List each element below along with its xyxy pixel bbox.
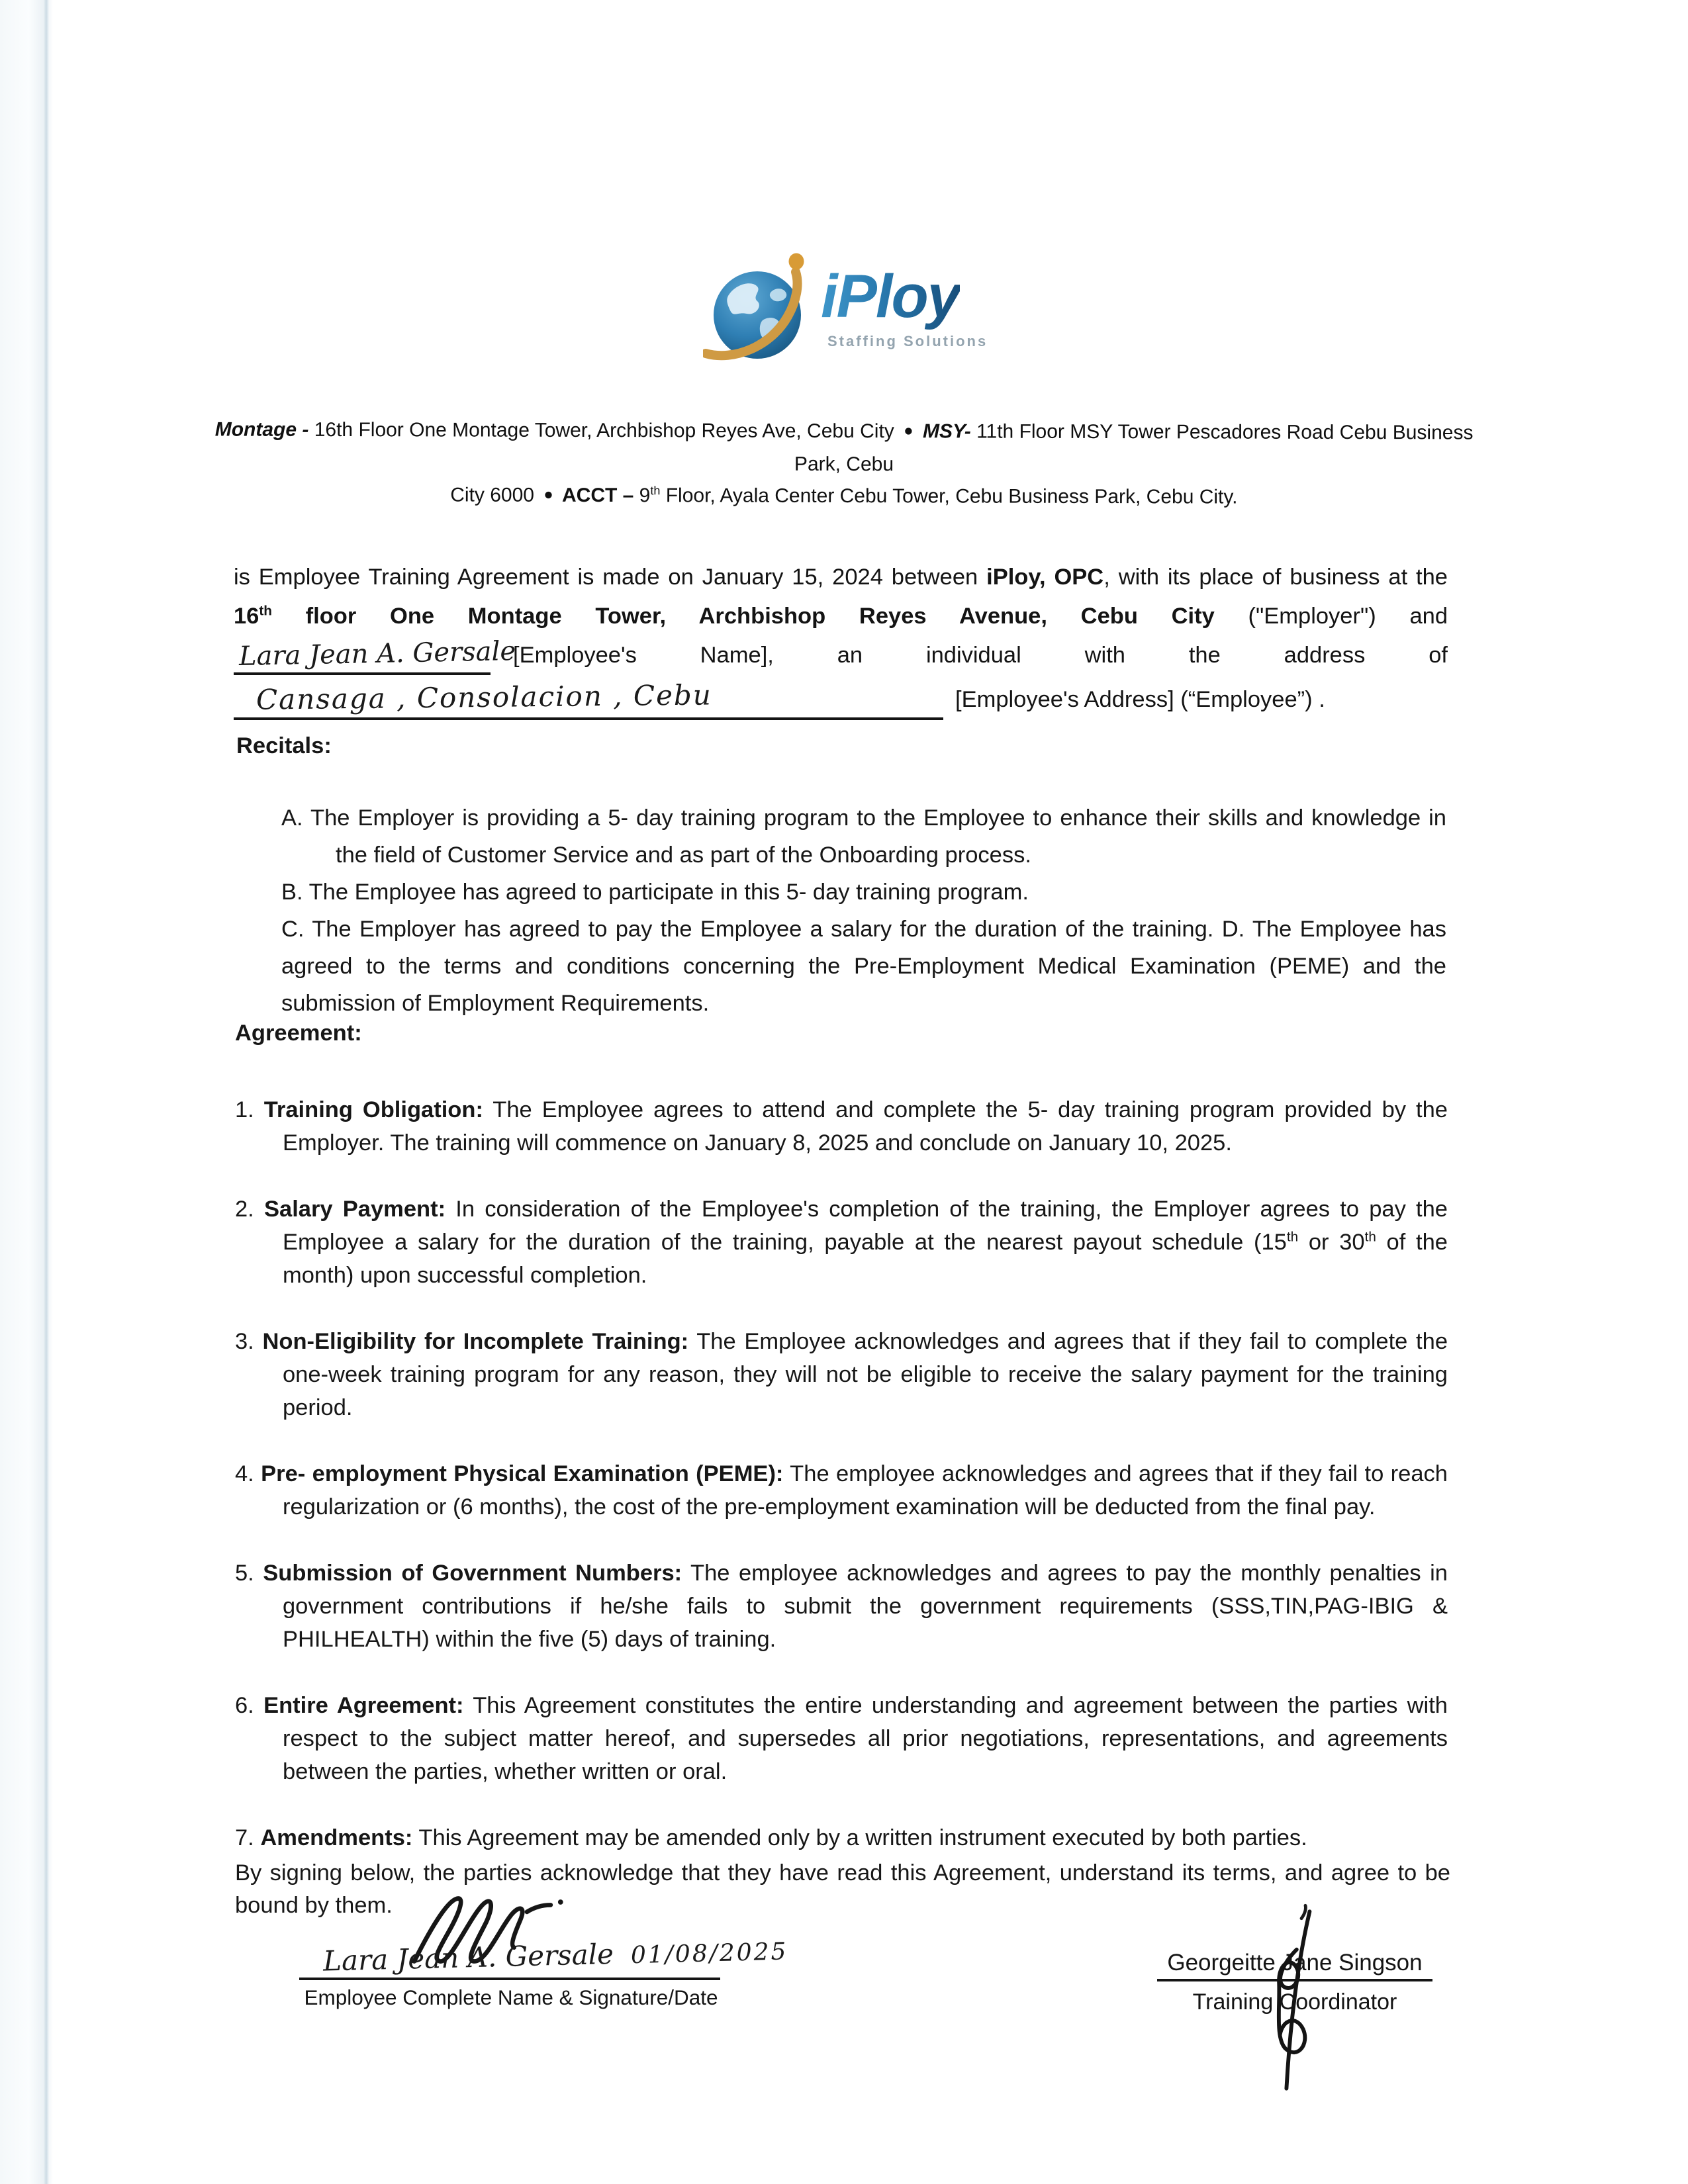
agreement-item-text: The Employee acknowledges and agrees that if they fail to complete the one-week training program for any reason, they will not be eligible to receive the salary payment for the training period. <box>283 1329 1448 1420</box>
coordinator-signature-label: Training Coordinator <box>1192 1989 1397 2015</box>
agreement-item <box>235 1457 1448 1524</box>
handwritten-name: Lara Jean A. Gersale <box>322 1937 614 1978</box>
agreement-item-number: 5. <box>235 1561 254 1586</box>
agreement-item-title: Salary Payment: <box>264 1197 446 1222</box>
office-montage-text: 16th Floor One Montage Tower, Archbishop Reyes Ave, Cebu City <box>308 418 900 443</box>
agreement-item-number: 7. <box>235 1825 254 1850</box>
closing-paragraph: By signing below, the parties acknowledge that they have read this Agreement, understand its terms, and agree to be bound by them. <box>235 1860 1450 1918</box>
employee-name-caption: [Employee's Name], an individual with the address of <box>513 643 1448 668</box>
scan-edge-line <box>44 0 49 2184</box>
intro-paragraph <box>234 560 1448 721</box>
iploy-logo <box>703 250 1014 369</box>
agreement-item <box>235 1093 1448 1160</box>
header-address-line-2 <box>205 478 1483 515</box>
header-address <box>205 414 1483 515</box>
intro-line-3 <box>234 635 1448 677</box>
recital-label: C. <box>281 917 305 942</box>
agreement-item-title: Amendments: <box>260 1825 413 1850</box>
office-msy-label: MSY- <box>917 420 971 443</box>
intro-text: , with its place of business at the <box>1103 565 1448 590</box>
agreement-item-text: The Employee agrees to attend and complete the 5- day training program provided by the Employer. The training will commence on January 8, 2025 and conclude on January 10, 2025. <box>283 1097 1448 1156</box>
bullet-separator: ● <box>904 422 914 440</box>
coordinator-signature-scribble <box>1248 1909 1341 2091</box>
employee-signature-label: Employee Complete Name & Signature/Date <box>304 1985 718 2009</box>
agreement-item <box>235 1193 1448 1292</box>
agreement-item-title: Non-Eligibility for Incomplete Training: <box>262 1329 689 1354</box>
agreement-item-title: Entire Agreement: <box>263 1693 464 1718</box>
agreement-item-text: The employee acknowledges and agrees to pay the monthly penalties in government contributions if he/she fails to submit the government requirements (SSS,TIN,PAG-IBIG & PHILHEALTH) within the five (5) days of training. <box>283 1561 1448 1652</box>
office-msy-text-2: City 6000 <box>450 484 540 506</box>
agreement-item <box>235 1325 1448 1424</box>
logo-wordmark <box>821 262 988 350</box>
intro-line-2 <box>234 599 1448 638</box>
agreement-item-number: 2. <box>235 1197 254 1222</box>
employee-name-blank <box>234 635 516 675</box>
office-montage-label: Montage - <box>214 418 309 441</box>
office-acct-label: ACCT – <box>557 484 634 507</box>
intro-line-4 <box>234 678 1448 721</box>
intro-text: is Employee Training Agreement is made on January 15, 2024 between <box>234 565 987 590</box>
agreement-item-text: This Agreement constitutes the entire understanding and agreement between the parties with respect to the subject matter hereof, and supersedes all prior negotiations, representations, and agreements between the parties, whether written or oral. <box>283 1693 1448 1784</box>
agreement-item-number: 6. <box>235 1693 254 1718</box>
handwritten-employee-address: Cansaga , Consolacion , Cebu <box>256 678 713 716</box>
recital-label: A. <box>281 805 303 831</box>
recital-label: B. <box>281 880 303 905</box>
agreement-item-number: 1. <box>235 1097 254 1122</box>
intro-text: ("Employer") and <box>1214 604 1448 629</box>
employee-address-caption: [Employee's Address] (“Employee”) . <box>955 687 1325 712</box>
agreement-item-number: 4. <box>235 1461 254 1486</box>
agreement-item-title: Training Obligation: <box>263 1097 483 1122</box>
agreement-item <box>235 1557 1448 1656</box>
intro-line-1 <box>234 560 1448 599</box>
office-acct-text: 9th Floor, Ayala Center Cebu Tower, Cebu Business Park, Cebu City. <box>633 484 1238 508</box>
agreement-item-title: Submission of Government Numbers: <box>263 1561 682 1586</box>
recital-item <box>281 874 1446 911</box>
employer-address: 16th floor One Montage Tower, Archbishop Reyes Avenue, Cebu City <box>234 603 1215 629</box>
agreement-item <box>235 1821 1448 1854</box>
recital-item <box>281 911 1446 1022</box>
agreement-item-text: In consideration of the Employee's completion of the training, the Employer agrees to pay the Employee a salary for the duration of the training, payable at the nearest payout schedule (15th or 30th of the month) upon successful completion. <box>283 1197 1448 1288</box>
recital-text: The Employer is providing a 5- day training program to the Employee to enhance their skills and knowledge in the field of Customer Service and as part of the Onboarding process. <box>310 805 1446 868</box>
office-msy-text: 11th Floor MSY Tower Pescadores Road Cebu Business Park, Cebu <box>794 420 1474 476</box>
agreement-item-text: The employee acknowledges and agrees that if they fail to reach regularization or (6 months), the cost of the pre-employment examination will be deducted from the final pay. <box>283 1461 1448 1520</box>
brand-name: iPloy <box>821 263 960 330</box>
handwritten-date: 01/08/2025 <box>630 1938 788 1970</box>
agreement-item-title: Pre- employment Physical Examination (PEME): <box>261 1461 784 1486</box>
coordinator-name: Georgeitte Jane Singson <box>1157 1950 1432 1981</box>
recitals-list <box>281 799 1446 1022</box>
brand-tagline: Staffing Solutions <box>827 333 988 349</box>
recital-text: The Employee has agreed to participate in this 5- day training program. <box>308 880 1029 905</box>
header-address-line-1 <box>205 414 1483 482</box>
handwritten-signature-name-date <box>323 1933 788 1977</box>
agreement-heading: Agreement: <box>235 1021 362 1046</box>
recital-item <box>281 799 1446 874</box>
globe-swoosh-icon <box>703 250 821 369</box>
agreement-item <box>235 1689 1448 1788</box>
handwritten-employee-name: Lara Jean A. Gersale <box>238 635 516 672</box>
agreement-item-text: This Agreement may be amended only by a written instrument executed by both parties. <box>412 1825 1307 1850</box>
recital-text: The Employer has agreed to pay the Employee a salary for the duration of the training. D. The Employee has agreed to the terms and conditions concerning the Pre-Employment Medical Examination (PEME) and the submission of Employment Requirements. <box>281 917 1446 1016</box>
signature-underline <box>299 1978 720 1980</box>
employee-address-blank <box>234 678 943 720</box>
employer-name: iPloy, OPC <box>986 565 1104 590</box>
agreement-list <box>235 1093 1448 1888</box>
agreement-item-number: 3. <box>235 1329 254 1354</box>
recitals-heading: Recitals: <box>236 733 332 758</box>
bullet-separator: ● <box>543 485 553 504</box>
